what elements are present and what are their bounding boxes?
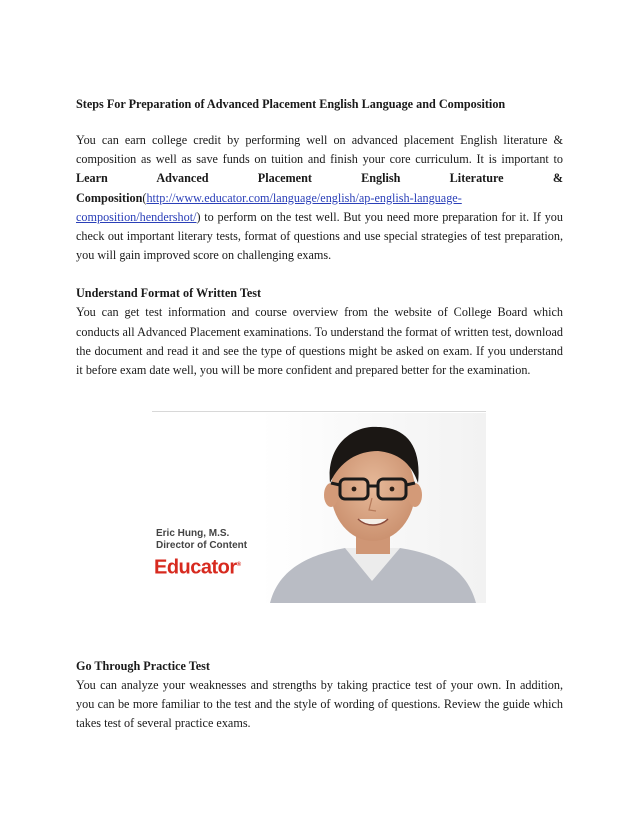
instructor-role: Director of Content [156, 540, 248, 551]
document-title: Steps For Preparation of Advanced Placement English Language and Composition [76, 97, 506, 111]
intro-bold-phrase: Learn Advanced Placement English Literature & Composition [76, 171, 563, 205]
section-body-practice: You can analyze your weaknesses and strengths by taking practice test of your own. In addition, you can be more familiar to the test and the style of wording of questions. Review the guide which takes test of several practice exams. [76, 678, 563, 731]
section-body-format: You can get test information and course overview from the website of College Board which conducts all Advanced Placement examinations. To understand the format of written test, download the document and read it and see the type of questions might be asked on exam. If you understand it before exam date well, you will be more confident and prepared better for the examination. [76, 305, 563, 378]
link-close-paren: ) [196, 209, 201, 224]
registered-mark: ® [236, 562, 241, 568]
educator-logo [154, 554, 241, 579]
document-body [76, 94, 563, 380]
educator-course-link[interactable]: http://www.educator.com/language/english/ap-english-language-composition/hendershot/ [76, 190, 462, 224]
photo-top-divider [152, 411, 486, 412]
instructor-photo-block [152, 411, 486, 603]
intro-paragraph [76, 131, 563, 265]
section-heading-format: Understand Format of Written Test [76, 286, 262, 301]
intro-text-end: to perform on the test well. But you need more preparation for it. If you check out important literary tests, format of questions and use special strategies of test preparation, you will gain improved score on challenging exams. [76, 209, 563, 263]
instructor-portrait [260, 413, 486, 603]
instructor-name: Eric Hung, M.S. [156, 528, 230, 539]
link-open-paren: ( [142, 190, 147, 205]
practice-section [76, 656, 563, 734]
intro-text-start: You can earn college credit by performing well on advanced placement English literature & composition as well as save funds on tuition and finish your core curriculum. It is important to [76, 133, 563, 167]
section-heading-practice: Go Through Practice Test [76, 659, 210, 673]
educator-logo-text: Educator [154, 556, 237, 579]
